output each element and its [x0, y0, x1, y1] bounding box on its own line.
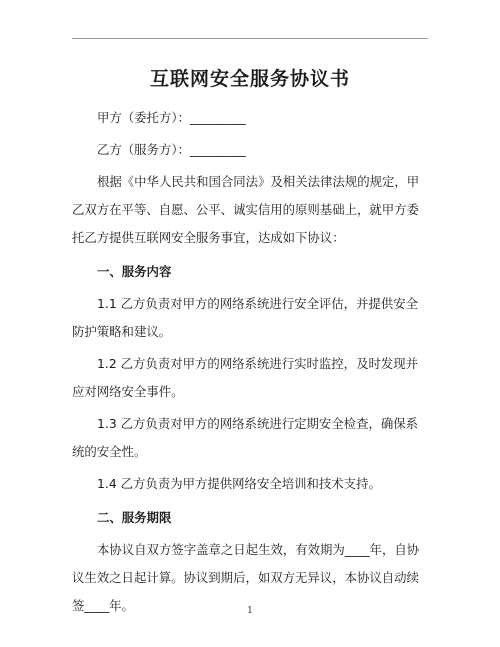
header-rule	[72, 38, 428, 39]
party-a-line: 甲方（委托方）：_________	[97, 110, 246, 125]
section-1-heading: 一、服务内容	[97, 264, 172, 279]
document-title: 互联网安全服务协议书	[149, 68, 350, 90]
page-number: 1	[247, 606, 253, 616]
section-2-heading: 二、服务期限	[97, 510, 172, 525]
document-body	[72, 104, 428, 624]
section-1-item: 1.4 乙方负责为甲方提供网络安全培训和技术支持。	[97, 476, 381, 491]
intro-paragraph: 根据《中华人民共和国合同法》及相关法律法规的规定，甲乙双方在平等、自愿、公平、诚实信用的原则基础上，就甲方委托乙方提供互联网安全服务事宜，达成如下协议：	[72, 174, 420, 245]
section-2-paragraph: 本协议自双方签字盖章之日起生效，有效期为____年，自协议生效之日起计算。协议到期后，如双方无异议，本协议自动续签____年。	[72, 542, 420, 613]
section-1-item: 1.3 乙方负责对甲方的网络系统进行定期安全检查，确保系统的安全性。	[72, 416, 419, 459]
party-b-line: 乙方（服务方）：_________	[97, 142, 246, 157]
section-1-item: 1.2 乙方负责对甲方的网络系统进行实时监控，及时发现并应对网络安全事件。	[72, 356, 419, 399]
section-1-item: 1.1 乙方负责对甲方的网络系统进行安全评估，并提供安全防护策略和建议。	[72, 296, 419, 339]
